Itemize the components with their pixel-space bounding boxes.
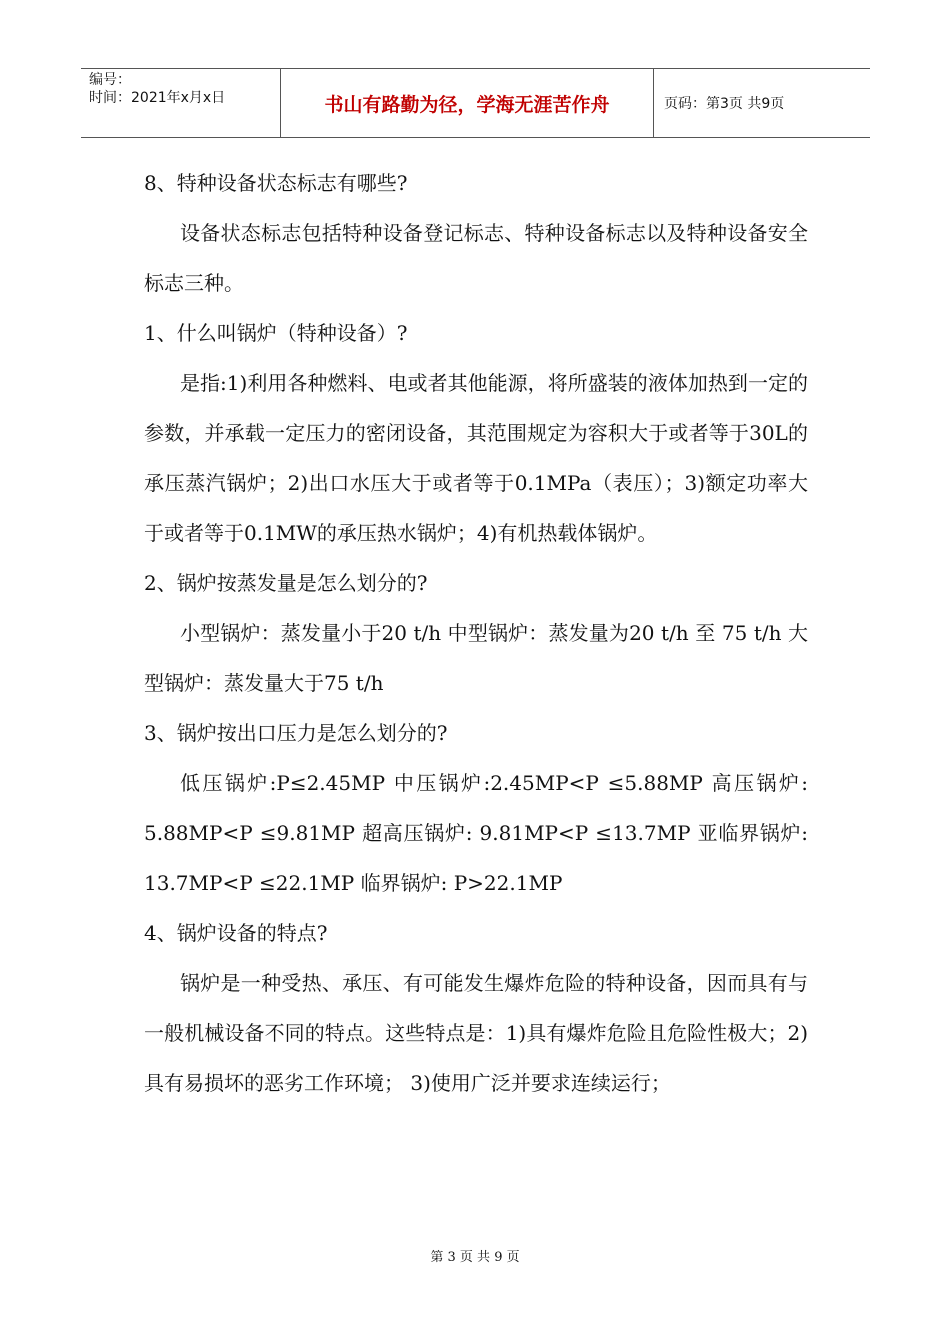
- header-meta: [81, 69, 281, 137]
- header-motto: 书山有路勤为径，学海无涯苦作舟: [281, 69, 654, 137]
- header-date-label: 时间：2021年x月x日: [89, 90, 226, 106]
- paragraph: 低压锅炉:P≤2.45MP 中压锅炉:2.45MP<P ≤5.88MP 高压锅炉: 5.88MP<P ≤9.81MP 超高压锅炉: 9.81MP<P ≤13.7MP 亚临界锅炉: 13.7MP<P ≤22.1MP 临界锅炉: P>22.1MP: [144, 771, 808, 895]
- paragraph: 锅炉是一种受热、承压、有可能发生爆炸危险的特种设备，因而具有与一般机械设备不同的特点。这些特点是：1)具有爆炸危险且危险性极大；2)具有易损坏的恶劣工作环境； 3)使用广泛并要求连续运行；: [144, 971, 808, 1095]
- paragraph: 设备状态标志包括特种设备登记标志、特种设备标志以及特种设备安全标志三种。: [144, 221, 808, 295]
- page-header: [81, 68, 870, 138]
- paragraph: 8、特种设备状态标志有哪些?: [144, 171, 408, 195]
- document-body: [144, 158, 808, 1108]
- paragraph: 4、锅炉设备的特点?: [144, 921, 328, 945]
- header-number-label: 编号：: [89, 72, 131, 88]
- paragraph: 1、什么叫锅炉（特种设备）?: [144, 321, 408, 345]
- page-footer: 第 3 页 共 9 页: [430, 1250, 520, 1265]
- paragraph: 2、锅炉按蒸发量是怎么划分的?: [144, 571, 428, 595]
- paragraph: 是指:1)利用各种燃料、电或者其他能源，将所盛装的液体加热到一定的参数，并承载一定压力的密闭设备，其范围规定为容积大于或者等于30L的承压蒸汽锅炉；2)出口水压大于或者等于0.1MPa（表压）；3)额定功率大于或者等于0.1MW的承压热水锅炉；4)有机热载体锅炉。: [144, 371, 808, 545]
- paragraph: 小型锅炉：蒸发量小于20 t/h 中型锅炉：蒸发量为20 t/h 至 75 t/h 大型锅炉：蒸发量大于75 t/h: [144, 621, 808, 695]
- header-page-label: 页码：第3页 共9页: [664, 96, 785, 112]
- paragraph: 3、锅炉按出口压力是怎么划分的?: [144, 721, 448, 745]
